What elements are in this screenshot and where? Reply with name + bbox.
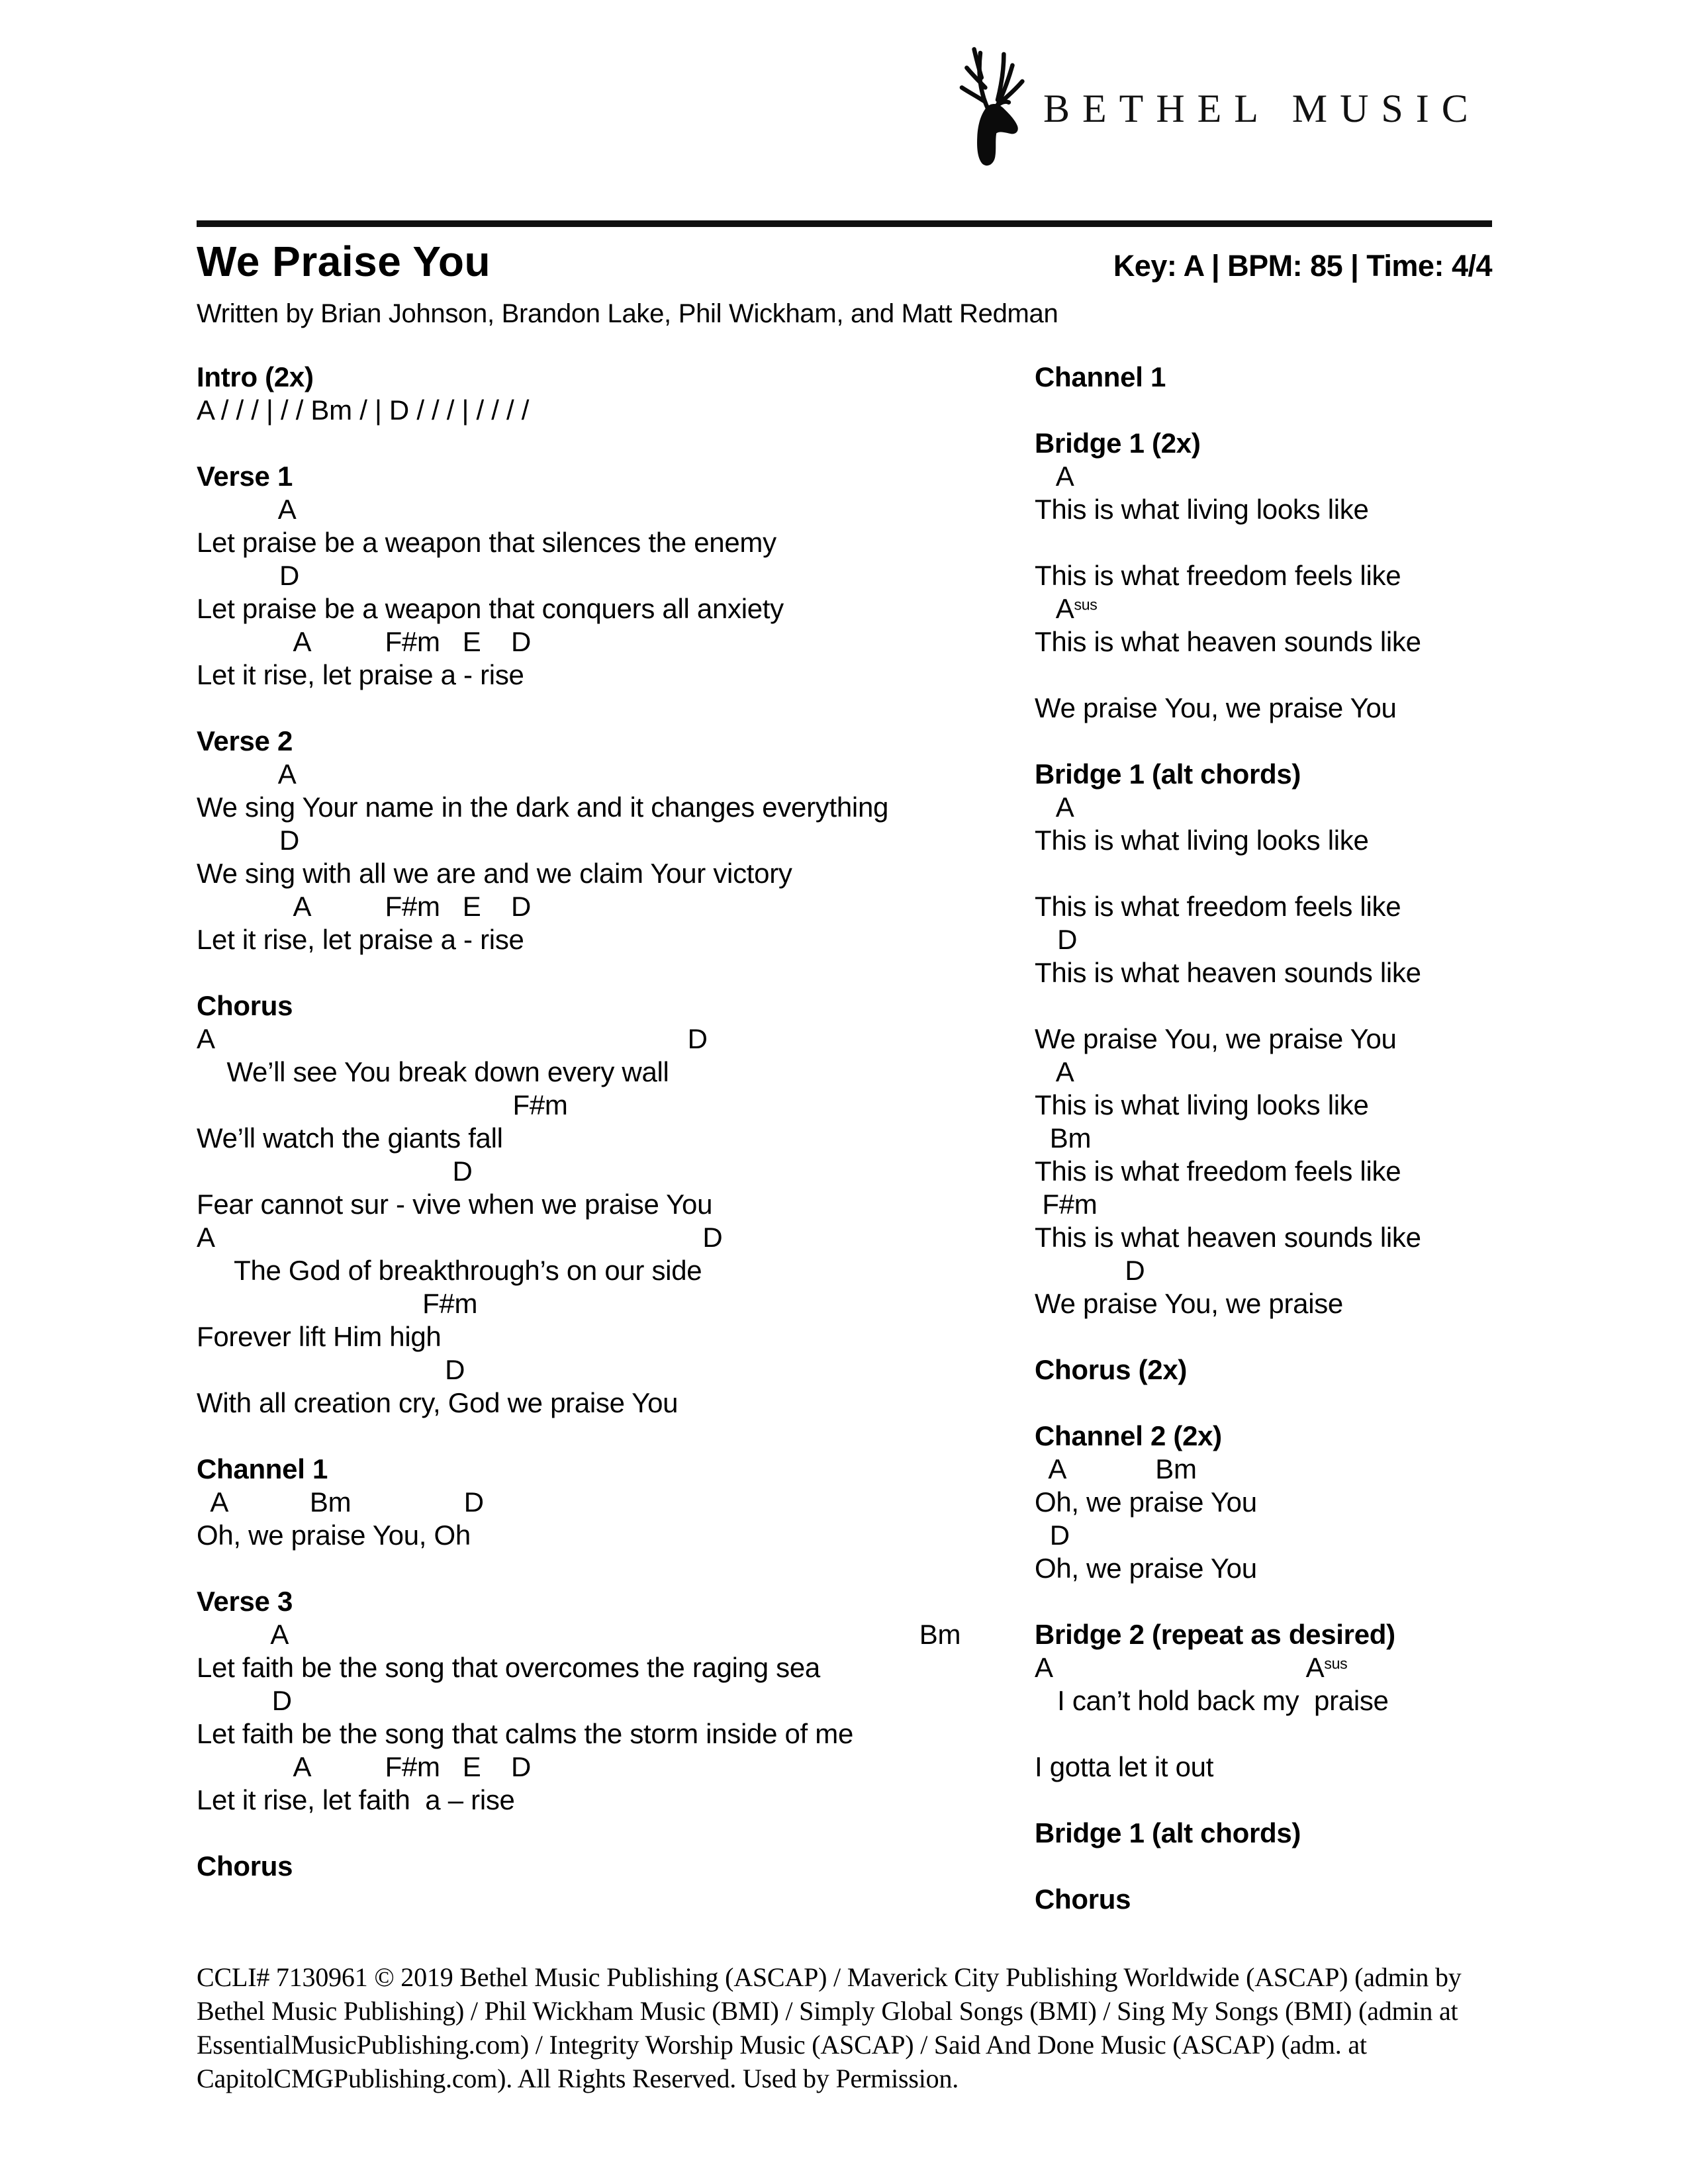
section-heading: Verse 3: [197, 1586, 293, 1617]
chord-line: D: [1035, 924, 1078, 955]
lyric-line: This is what living looks like: [1035, 825, 1369, 856]
chord-line: A Bm D: [197, 1486, 484, 1518]
chord-line: A: [197, 758, 297, 790]
blank-line: [1035, 1717, 1492, 1751]
song-section: [1035, 361, 1492, 394]
lyric-line: Forever lift Him high: [197, 1321, 442, 1352]
lyric-line: We’ll watch the giants fall: [197, 1122, 503, 1154]
lyric-line: Let praise be a weapon that conquers all anxiety: [197, 593, 784, 624]
lyric-line: The God of breakthrough’s on our side: [197, 1255, 702, 1286]
chord-line: A / / / | / / Bm / | D / / / | / / / /: [197, 394, 530, 426]
song-section: [197, 1453, 1035, 1552]
chord-line: D: [197, 825, 300, 856]
chord-line: D: [197, 1685, 292, 1716]
song-section: [1035, 1618, 1492, 1784]
lyric-line: This is what freedom feels like: [1035, 1156, 1401, 1187]
lyric-line: Let praise be a weapon that silences the enemy: [197, 527, 776, 558]
lyric-line: With all creation cry, God we praise You: [197, 1387, 679, 1418]
footer-line: Bethel Music Publishing) / Phil Wickham Music (BMI) / Simply Global Songs (BMI) / Sing My Songs (BMI) (admin at: [197, 1996, 1458, 2026]
blank-line: [1035, 526, 1492, 559]
blank-line: [1035, 659, 1492, 692]
footer-line: CCLI# 7130961 © 2019 Bethel Music Publishing (ASCAP) / Maverick City Publishing Worldwide (ASCAP) (admin by: [197, 1962, 1462, 1992]
chord-line: A Bm: [197, 1619, 961, 1650]
lyric-line: Let it rise, let praise a - rise: [197, 659, 524, 690]
blank-line: [1035, 857, 1492, 890]
section-heading: Chorus: [197, 1850, 293, 1882]
chord-line: A F#m E D: [197, 1751, 531, 1782]
chord-line: D: [1035, 1520, 1070, 1551]
chord-line: Bm: [1035, 1122, 1092, 1154]
copyright-footer: [197, 1960, 1620, 2095]
chord-line: A F#m E D: [197, 626, 531, 657]
song-section: [1035, 1353, 1492, 1387]
chart-columns: [197, 361, 1492, 1949]
section-heading: Bridge 1 (alt chords): [1035, 1817, 1301, 1848]
lyric-line: This is what heaven sounds like: [1035, 626, 1421, 657]
chord-line: A $A^{sus}$: [1035, 1652, 1348, 1683]
song-section: [197, 725, 1035, 956]
section-heading: Intro (2x): [197, 361, 314, 392]
lyric-line: This is what heaven sounds like: [1035, 957, 1421, 988]
section-heading: Chorus (2x): [1035, 1354, 1188, 1385]
lyric-line: We sing with all we are and we claim Your victory: [197, 858, 792, 889]
chord-line: A: [1035, 792, 1074, 823]
song-title: We Praise You: [197, 238, 491, 285]
song-section: [197, 460, 1035, 692]
lyric-line: We sing Your name in the dark and it changes everything: [197, 792, 889, 823]
chord-line: D: [1035, 1255, 1145, 1286]
lyric-line: Let faith be the song that calms the storm inside of me: [197, 1718, 854, 1749]
left-column: [197, 361, 1035, 1949]
song-section: [197, 989, 1035, 1420]
chord-line: F#m: [197, 1089, 568, 1120]
section-heading: Channel 1: [1035, 361, 1166, 392]
lyric-line: Let it rise, let praise a - rise: [197, 924, 524, 955]
stag-icon: [952, 46, 1026, 171]
chord-line: A D: [197, 1222, 723, 1253]
lyric-line: This is what freedom feels like: [1035, 891, 1401, 922]
lyric-line: Oh, we praise You, Oh: [197, 1520, 471, 1551]
chord-line: A: [1035, 461, 1074, 492]
chord-line: $A^{sus}$: [1035, 593, 1098, 624]
chord-line: A: [197, 494, 297, 525]
lyric-line: This is what heaven sounds like: [1035, 1222, 1421, 1253]
song-section: [1035, 427, 1492, 725]
chord-line: D: [197, 560, 300, 591]
lyric-line: Oh, we praise You: [1035, 1486, 1257, 1518]
section-heading: Chorus: [1035, 1884, 1131, 1915]
song-section: [197, 361, 1035, 427]
section-heading: Channel 1: [197, 1453, 328, 1484]
lyric-line: We praise You, we praise You: [1035, 1023, 1397, 1054]
brand-wordmark: BETHEL MUSIC: [1043, 86, 1481, 130]
section-heading: Verse 1: [197, 461, 293, 492]
lyric-line: This is what living looks like: [1035, 494, 1369, 525]
lyric-line: Let it rise, let faith a – rise: [197, 1784, 515, 1815]
brand-logo: [952, 46, 1481, 171]
lyric-line: Fear cannot sur - vive when we praise You: [197, 1189, 713, 1220]
lyric-line: I can’t hold back my praise: [1035, 1685, 1389, 1716]
divider-rule: [197, 220, 1492, 227]
section-heading: Verse 2: [197, 725, 293, 756]
song-meta: Key: A | BPM: 85 | Time: 4/4: [1113, 249, 1492, 283]
footer-line: CapitolCMGPublishing.com). All Rights Reserved. Used by Permission.: [197, 2064, 959, 2093]
lyric-line: This is what living looks like: [1035, 1089, 1369, 1120]
chord-line: D: [197, 1156, 473, 1187]
chord-line: A F#m E D: [197, 891, 531, 922]
lyric-line: This is what freedom feels like: [1035, 560, 1401, 591]
chord-line: A: [1035, 1056, 1074, 1087]
section-heading: Bridge 1 (alt chords): [1035, 758, 1301, 790]
song-section: [1035, 1420, 1492, 1585]
song-section: [1035, 1817, 1492, 1850]
writers-line: Written by Brian Johnson, Brandon Lake, Phil Wickham, and Matt Redman: [197, 299, 1058, 328]
lyric-line: Oh, we praise You: [1035, 1553, 1257, 1584]
lyric-line: We praise You, we praise: [1035, 1288, 1343, 1319]
section-heading: Chorus: [197, 990, 293, 1021]
chord-line: A Bm: [1035, 1453, 1197, 1484]
section-heading: Channel 2 (2x): [1035, 1420, 1222, 1451]
section-heading: Bridge 1 (2x): [1035, 428, 1201, 459]
right-column: [1035, 361, 1492, 1949]
song-section: [1035, 758, 1492, 1320]
section-heading: Bridge 2 (repeat as desired): [1035, 1619, 1395, 1650]
blank-line: [1035, 989, 1492, 1023]
lyric-line: Let faith be the song that overcomes the raging sea: [197, 1652, 820, 1683]
footer-line: EssentialMusicPublishing.com) / Integrity Worship Music (ASCAP) / Said And Done Music (ASCAP) (adm. at: [197, 2030, 1367, 2060]
lyric-line: We praise You, we praise You: [1035, 692, 1397, 723]
title-bar: [197, 237, 1492, 286]
song-section: [1035, 1883, 1492, 1916]
chord-line: F#m: [197, 1288, 478, 1319]
lyric-line: I gotta let it out: [1035, 1751, 1214, 1782]
chord-line: D: [197, 1354, 465, 1385]
chord-line: A D: [197, 1023, 708, 1054]
song-section: [197, 1585, 1035, 1817]
lyric-line: We’ll see You break down every wall: [197, 1056, 669, 1087]
song-section: [197, 1850, 1035, 1883]
chord-line: F#m: [1035, 1189, 1098, 1220]
